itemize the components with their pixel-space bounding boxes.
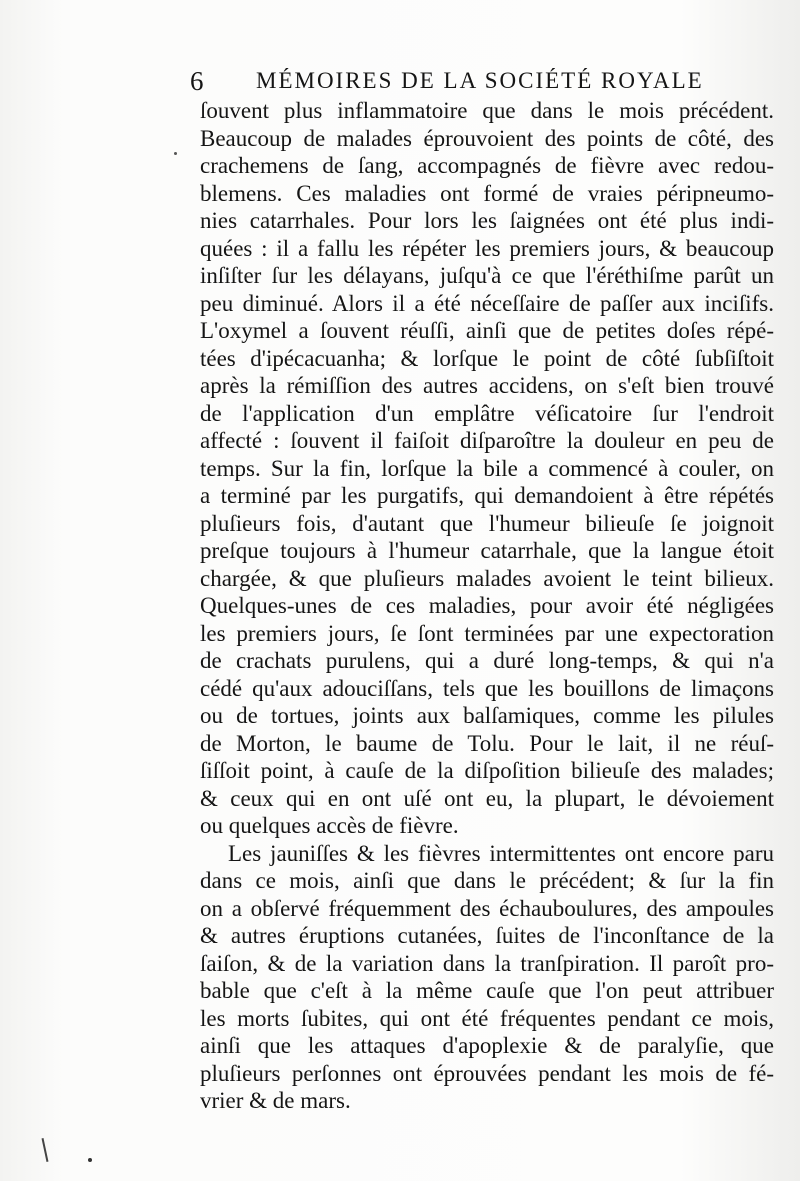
text-line: de l'application d'un emplâtre véſicatoire ſur l'endroit — [200, 400, 774, 426]
text-line: Beaucoup de malades éprouvoient des points de côté, des — [200, 125, 774, 151]
text-line: crachemens de ſang, accompagnés de fièvre avec redou- — [200, 153, 774, 178]
text-line: Quelques-unes de ces maladies, pour avoir été négligées — [200, 593, 774, 618]
text-line: & ceux qui en ont uſé ont eu, la plupart, le dévoiement — [200, 785, 774, 811]
text-line: vrier & de mars. — [200, 1088, 351, 1113]
text-line: de crachats purulens, qui a duré long-temps, & qui n'a — [200, 648, 774, 673]
text-line: preſque toujours à l'humeur catarrhale, que la langue étoit — [200, 538, 774, 563]
text-line: cédé qu'aux adouciſſans, tels que les bouillons de limaçons — [200, 675, 774, 701]
text-line: ou quelques accès de fièvre. — [200, 813, 459, 838]
text-line: tées d'ipécacuanha; & lorſque le point de côté ſubſiſtoit — [200, 345, 774, 371]
text-line: quées : il a fallu les répéter les premiers jours, & beaucoup — [200, 235, 774, 261]
text-line: pluſieurs fois, d'autant que l'humeur bilieuſe ſe joignoit — [200, 510, 774, 536]
running-head: MÉMOIRES DE LA SOCIÉTÉ ROYALE — [256, 68, 704, 93]
text-line: ſaiſon, & de la variation dans la tranſpiration. Il paroît pro- — [200, 950, 774, 976]
body-text — [200, 97, 774, 1115]
text-line: ſiſſoit point, à cauſe de la diſpoſition bilieuſe des malades; — [200, 758, 774, 783]
text-line: chargée, & que pluſieurs malades avoient le teint bilieux. — [200, 565, 774, 591]
text-line: a terminé par les purgatifs, qui demandoient à être répétés — [200, 483, 774, 508]
text-line: bable que c'eſt à la même cauſe que l'on peut attribuer — [200, 978, 774, 1003]
text-line: les premiers jours, ſe ſont terminées par une expectoration — [200, 620, 774, 646]
text-line: de Morton, le baume de Tolu. Pour le lait, il ne réuſ- — [200, 730, 774, 756]
ink-dot — [88, 1158, 92, 1162]
text-line: ſouvent plus inflammatoire que dans le mois précédent. — [200, 98, 774, 123]
text-line: on a obſervé fréquemment des échauboulures, des ampoules — [200, 895, 774, 921]
text-line: pluſieurs perſonnes ont éprouvées pendant les mois de fé- — [200, 1060, 774, 1086]
text-line: ou de tortues, joints aux balſamiques, comme les pilules — [200, 703, 774, 728]
page-number: 6 — [190, 66, 204, 96]
text-line: inſiſter ſur les délayans, juſqu'à ce que l'éréthiſme parût un — [200, 263, 774, 288]
page-header — [190, 66, 780, 96]
text-line: affecté : ſouvent il faiſoit diſparoître la douleur en peu de — [200, 428, 774, 453]
text-line: dans ce mois, ainſi que dans le précédent; & ſur la fin — [200, 868, 774, 893]
text-line: ainſi que les attaques d'apoplexie & de paralyſie, que — [200, 1033, 774, 1058]
margin-pen-mark — [42, 1138, 49, 1162]
ink-speck — [174, 152, 177, 155]
text-line: & autres éruptions cutanées, ſuites de l'inconſtance de la — [200, 923, 774, 948]
text-line: temps. Sur la fin, lorſque la bile a commencé à couler, on — [200, 455, 774, 481]
text-line: Les jauniſſes & les fièvres intermittentes ont encore paru — [228, 840, 774, 866]
text-line: L'oxymel a ſouvent réuſſi, ainſi que de petites doſes répé- — [200, 318, 774, 343]
text-line: nies catarrhales. Pour lors les ſaignées ont été plus indi- — [200, 208, 774, 233]
text-line: blemens. Ces maladies ont formé de vraies péripneumo- — [200, 180, 774, 206]
text-line: peu diminué. Alors il a été néceſſaire de paſſer aux inciſifs. — [200, 290, 774, 316]
text-line: après la rémiſſion des autres accidens, on s'eſt bien trouvé — [200, 373, 774, 398]
text-line: les morts ſubites, qui ont été fréquentes pendant ce mois, — [200, 1005, 774, 1031]
